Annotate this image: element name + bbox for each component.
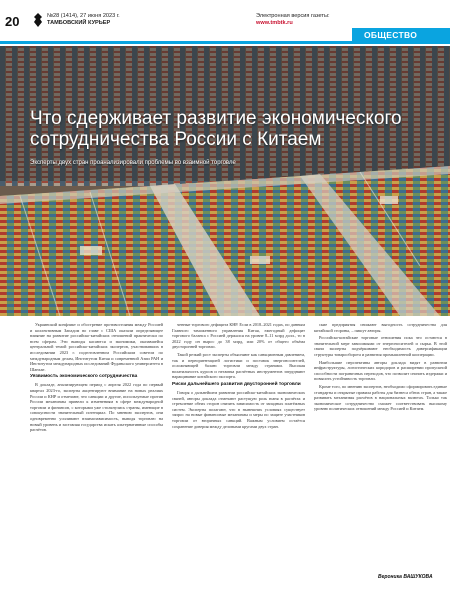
paragraph: Кроме того, по мнению экспертов, необходимо сформировать единые стандарты и открытые правила работы для бизнеса обеих стран, а также развивать механизмы расчётов в национальных валютах. Только так экономическое сотрудничество сможет соответствовать высокому уровню политических отношений между Россией и Китаем.	[314, 383, 447, 412]
subheading: Риски дальнейшего развития двусторонней торговли	[172, 381, 301, 387]
paragraph: Украинский конфликт и обострение противостояния между Россией и коллективным Западом во главе с США оказали определяющее влияние на развитие российско-китайских отношений практически по всем сферам. Эти выводы касаются и экономики, оказавшейся центральной темой российско-китайских экспертов, участвовавших в исследовании 2023 г. подготовленном Российским советом по международным делам, Институтом Китая и современной Азии РАН и Институтом международных исследований Фуданьского университета в Шанхае.	[30, 322, 163, 372]
article-headline: Что сдерживает развитие экономического сотрудничества России с Китаем	[30, 108, 402, 150]
column-2	[172, 322, 305, 584]
column-1	[30, 322, 163, 584]
paragraph: Такой резкий рост эксперты объясняют как санкционным давлением, так и переориентацией логистики и поставок энергоносителей, осложняющей баланс торговли между странами. Высокая волатильность курсов и нехватка расчётных инструментов затрудняют наращивание китайского экспорта.	[172, 351, 305, 380]
subheading: Уязвимость экономического сотрудничества	[30, 374, 138, 380]
issue-date: №28 (1414), 27 июня 2023 г.	[47, 13, 120, 19]
article-body	[30, 322, 445, 582]
header-divider	[0, 41, 450, 44]
paragraph: Российско-китайские торговые отношения пока что остаются в значительной мере зависимыми от энергоносителей и сырья. В этой связи эксперты подчёркивают необходимость диверсификации структуры товарооборота и развития промышленной кооперации.	[314, 335, 447, 357]
container-port-photo	[0, 46, 450, 316]
section-label: ОБЩЕСТВО	[352, 28, 450, 42]
author-byline: Вероника ВАШУКОВА	[378, 574, 433, 580]
hero-photo	[0, 46, 450, 316]
article-subhead: Эксперты двух стран проанализировали проблемы во взаимной торговле	[30, 160, 236, 166]
issue-info	[47, 13, 120, 27]
paragraph: Наибольшие перспективы авторы доклада видят в развитии инфраструктуры, логистических коридоров и расширении пропускной способности пограничных переходов, что позволит снизить издержки и повысить устойчивость торговли.	[314, 359, 447, 382]
paragraph: ские предприятия снижают выгодность сотрудничества для китайской стороны, – пишут авторы.	[314, 322, 447, 333]
page-header	[0, 0, 450, 40]
paragraph: Говоря о дальнейшем развитии российско-китайских экономических связей, авторы доклада отмечают растущую роль юаня в расчётах и стремление обеих сторон снизить зависимость от западных платёжных систем. Эксперты полагают, что в нынешних условиях существует запрос на новые финансовые механизмы и меры по защите участников торговли от вторичных санкций. Важным условием остаётся сохранение доверия между деловыми кругами двух стран.	[172, 389, 305, 429]
newspaper-emblem-icon	[33, 13, 43, 27]
paragraph: В докладе, анализирующем период с апреля 2022 года по первый квартал 2023-го, эксперты акцентируют внимание на новых реалиях России и КНР и отмечают, что санкции и другие, используемые против России механизмы привели к изменениям в сфере международной торговли и финансов, с которыми уже столкнулись страны, имеющие в совокупности значительный потенциал. По мнению экспертов, они одновременно усиливают взаимозависимость, выводя торговлю на новый уровень и заставляя государства искать альтернативные способы расчётов.	[30, 382, 163, 433]
page-number: 20	[0, 0, 30, 38]
eversion-label: Электронная версия газеты:	[256, 13, 330, 19]
paper-name: ТАМБОВСКИЙ КУРЬЕР	[47, 20, 111, 26]
paragraph: ченные торгового дефицита КНР. Если в 2018–2021 годах, по данным Главного таможенного управления Китая, ежегодный дефицит торгового баланса с Россией держался на уровне 8–11 млрд долл., то в 2022 году он вырос до 38 млрд, или 20% от общего объёма двусторонней торговли.	[172, 322, 305, 350]
electronic-version	[256, 13, 330, 27]
column-3	[314, 322, 447, 584]
eversion-url-link[interactable]: www.tmbtk.ru	[256, 20, 293, 26]
